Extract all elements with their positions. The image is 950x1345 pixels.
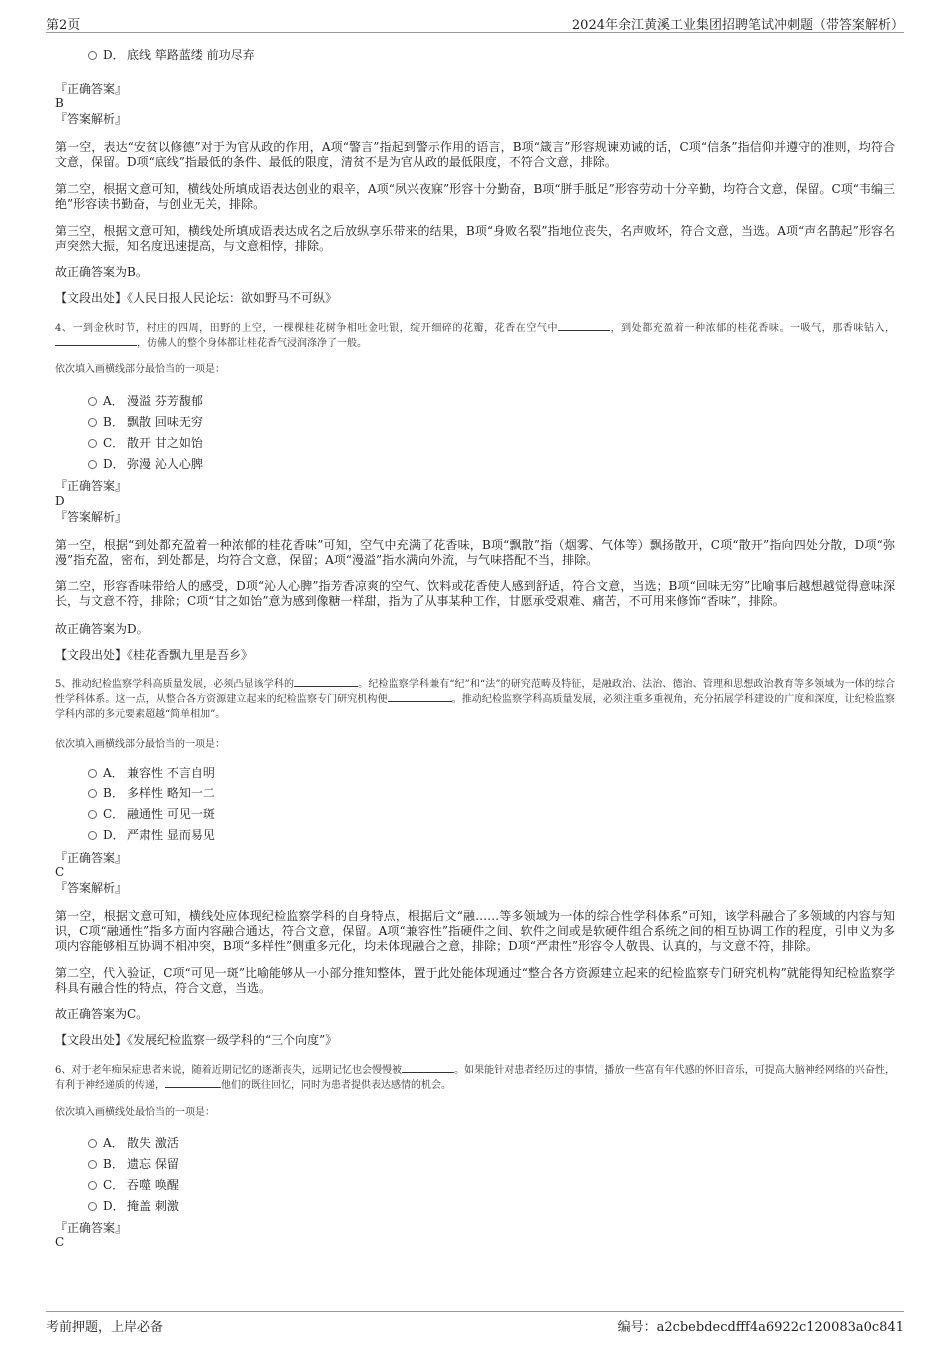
q5-source: 【文段出处】《发展纪检监察一级学科的“三个向度”》 bbox=[55, 1033, 338, 1047]
radio-icon[interactable] bbox=[88, 418, 97, 427]
q3-option-d[interactable]: D． 底线 筚路蓝缕 前功尽弃 bbox=[88, 46, 255, 64]
q3-answer-tag: 『正确答案』 bbox=[55, 82, 128, 96]
q4-answer: D bbox=[55, 494, 65, 508]
q3-analysis-tag: 『答案解析』 bbox=[55, 112, 128, 126]
q6-blank-1 bbox=[402, 1063, 454, 1073]
q5-analysis-tag: 『答案解析』 bbox=[55, 881, 128, 895]
radio-icon[interactable] bbox=[88, 51, 97, 60]
q6-instruction: 依次填入画横线处最恰当的一项是： bbox=[55, 1107, 215, 1118]
q6-answer: C bbox=[55, 1235, 65, 1249]
radio-icon[interactable] bbox=[88, 397, 97, 406]
q4-analysis-tag: 『答案解析』 bbox=[55, 510, 128, 524]
radio-icon[interactable] bbox=[88, 439, 97, 448]
page-number: 第2页 bbox=[46, 18, 81, 33]
radio-icon[interactable] bbox=[88, 831, 97, 840]
q4-answer-tag: 『正确答案』 bbox=[55, 479, 128, 493]
q3-source: 【文段出处】《人民日报人民论坛：欲如野马不可纵》 bbox=[55, 291, 338, 305]
q5-instruction: 依次填入画横线部分最恰当的一项是： bbox=[55, 739, 225, 750]
q3-analysis-1: 第一空，表达“安贫以修德”对于为官从政的作用，A项“警言”指起到警示作用的语言，B项“箴言”形容规谏劝诫的话，C项“信条”指信仰并遵守的准则，均符合文意，保留。D项“底线”指最低的条件、最低的限度，清贫不是为官从政的最低限度，不符合文意，排除。 bbox=[55, 140, 895, 169]
q4-blank-2 bbox=[55, 336, 137, 346]
radio-icon[interactable] bbox=[88, 789, 97, 798]
q4-source: 【文段出处】《桂花香飘九里是吾乡》 bbox=[55, 648, 254, 662]
q5-option-b[interactable]: B． 多样性 略知一二 bbox=[88, 784, 215, 802]
radio-icon[interactable] bbox=[88, 1181, 97, 1190]
page-footer bbox=[46, 1311, 904, 1336]
q6-stem: 6、对于老年痴呆症患者来说，随着近期记忆的逐渐丧失，远期记忆也会慢慢被 。如果能针对患者经历过的事情，播放一些富有年代感的怀旧音乐，可提高大脑神经网络的兴奋性，有利于神经递质的传递， 他们的既往回忆，同时为患者提供表达感情的机会。 bbox=[55, 1065, 895, 1091]
q4-analysis-1: 第一空，根据“到处都充盈着一种浓郁的桂花香味”可知，空气中充满了花香味，B项“飘散”指（烟雾、气体等）飘扬散开，C项“散开”指向四处分散，D项“弥漫”指充盈，密布，到处都是，均符合文意，保留；A项“漫溢”指水满向外流，与气味搭配不当，排除。 bbox=[55, 538, 895, 567]
document-code: 编号：a2cbebdecdfff4a6922c120083a0c841 bbox=[617, 1320, 904, 1335]
q3-analysis-3: 第三空，根据文意可知，横线处所填成语表达成名之后放纵享乐带来的结果，B项“身败名裂”指地位丧失，名声败坏，符合文意，当选。A项“声名鹊起”形容名声突然大振，知名度迅速提高，与文意相悖，排除。 bbox=[55, 224, 895, 253]
radio-icon[interactable] bbox=[88, 460, 97, 469]
q6-option-c[interactable]: C． 吞噬 唤醒 bbox=[88, 1176, 179, 1194]
q5-option-a[interactable]: A． 兼容性 不言自明 bbox=[88, 764, 215, 782]
radio-icon[interactable] bbox=[88, 1160, 97, 1169]
q5-option-d[interactable]: D． 严肃性 显而易见 bbox=[88, 826, 215, 844]
footer-slogan: 考前押题，上岸必备 bbox=[46, 1320, 164, 1335]
q5-stem: 5、推动纪检监察学科高质量发展，必须凸显该学科的 。纪检监察学科兼有“纪”和“法”的研究范畴及特征，是融政治、法治、德治、管理和思想政治教育等多领域为一体的综合性学科体系。这一点，从整合各方资源建立起来的纪检监察专门研究机构便 。推动纪检监察学科高质量发展，必须注重多重视角，充分拓展学科建设的广度和深度，让纪检监察学科内部的多元要素超越“简单相加”。 bbox=[55, 679, 896, 720]
q6-option-a[interactable]: A． 散失 激活 bbox=[88, 1134, 179, 1152]
q4-conclusion: 故正确答案为D。 bbox=[55, 622, 149, 636]
q3-conclusion: 故正确答案为B。 bbox=[55, 265, 148, 279]
q6-blank-2 bbox=[165, 1078, 221, 1088]
q5-conclusion: 故正确答案为C。 bbox=[55, 1007, 149, 1021]
q6-option-d[interactable]: D． 掩盖 刺激 bbox=[88, 1197, 179, 1215]
q5-blank-2 bbox=[388, 692, 452, 702]
page-header bbox=[46, 12, 904, 33]
radio-icon[interactable] bbox=[88, 769, 97, 778]
q4-analysis-2: 第二空，形容香味带给人的感受，D项“沁人心脾”指芳香凉爽的空气、饮料或花香使人感到舒适，符合文意，当选；B项“回味无穷”比喻事后越想越觉得意味深长，与文意不符，排除；C项“甘之如饴”意为感到像糖一样甜，指为了从事某种工作，甘愿承受艰难、痛苦，不可用来修饰“香味”，排除。 bbox=[55, 579, 895, 608]
q3-answer: B bbox=[55, 96, 64, 110]
document-title: 2024年余江黄溪工业集团招聘笔试冲刺题（带答案解析） bbox=[571, 18, 904, 33]
q4-blank-1 bbox=[558, 321, 610, 331]
q3-analysis-2: 第二空，根据文意可知，横线处所填成语表达创业的艰辛，A项“夙兴夜寐”形容十分勤奋，B项“胼手胝足”形容劳动十分辛勤，均符合文意，保留。C项“韦编三绝”形容读书勤奋，与创业无关，排除。 bbox=[55, 182, 895, 211]
q4-option-a[interactable]: A． 漫溢 芬芳馥郁 bbox=[88, 392, 203, 410]
q4-option-c[interactable]: C． 散开 甘之如饴 bbox=[88, 434, 203, 452]
q4-option-d[interactable]: D． 弥漫 沁人心脾 bbox=[88, 455, 203, 473]
q6-option-b[interactable]: B． 遗忘 保留 bbox=[88, 1155, 179, 1173]
q5-answer-tag: 『正确答案』 bbox=[55, 851, 128, 865]
q5-option-c[interactable]: C． 融通性 可见一斑 bbox=[88, 805, 215, 823]
q5-answer: C bbox=[55, 865, 65, 879]
q6-answer-tag: 『正确答案』 bbox=[55, 1221, 128, 1235]
q4-stem: 4、一到金秋时节，村庄的四周，田野的上空，一棵棵桂花树争相吐金吐银，绽开细碎的花瓣，花香在空气中 ，到处都充盈着一种浓郁的桂花香味。一吸气，那香味钻入，，仿佛人的整个身体都让桂花香气浸润涤净了一般。 bbox=[55, 323, 896, 349]
radio-icon[interactable] bbox=[88, 1139, 97, 1148]
radio-icon[interactable] bbox=[88, 1202, 97, 1211]
q5-analysis-2: 第二空，代入验证，C项“可见一斑”比喻能够从一小部分推知整体，置于此处能体现通过“整合各方资源建立起来的纪检监察专门研究机构”就能得知纪检监察学科具有融合性的特点，符合文意，当选。 bbox=[55, 966, 895, 995]
q5-blank-1 bbox=[294, 677, 358, 687]
q4-option-b[interactable]: B． 飘散 回味无穷 bbox=[88, 413, 203, 431]
q5-analysis-1: 第一空，根据文意可知，横线处应体现纪检监察学科的自身特点，根据后文“融……等多领域为一体的综合性学科体系”可知，该学科融合了多领域的内容与知识，C项“融通性”指多方面内容融合通达，符合文意，保留。A项“兼容性”指硬件之间、软件之间或是软硬件组合系统之间的相互协调工作的程度，引申义为多项内容能够相互协调不相冲突，B项“多样性”侧重多元化，均未体现融合之意，排除；D项“严肃性”形容令人敬畏、认真的，与文意不符，排除。 bbox=[55, 909, 895, 953]
q4-instruction: 依次填入画横线部分最恰当的一项是： bbox=[55, 364, 225, 375]
radio-icon[interactable] bbox=[88, 810, 97, 819]
